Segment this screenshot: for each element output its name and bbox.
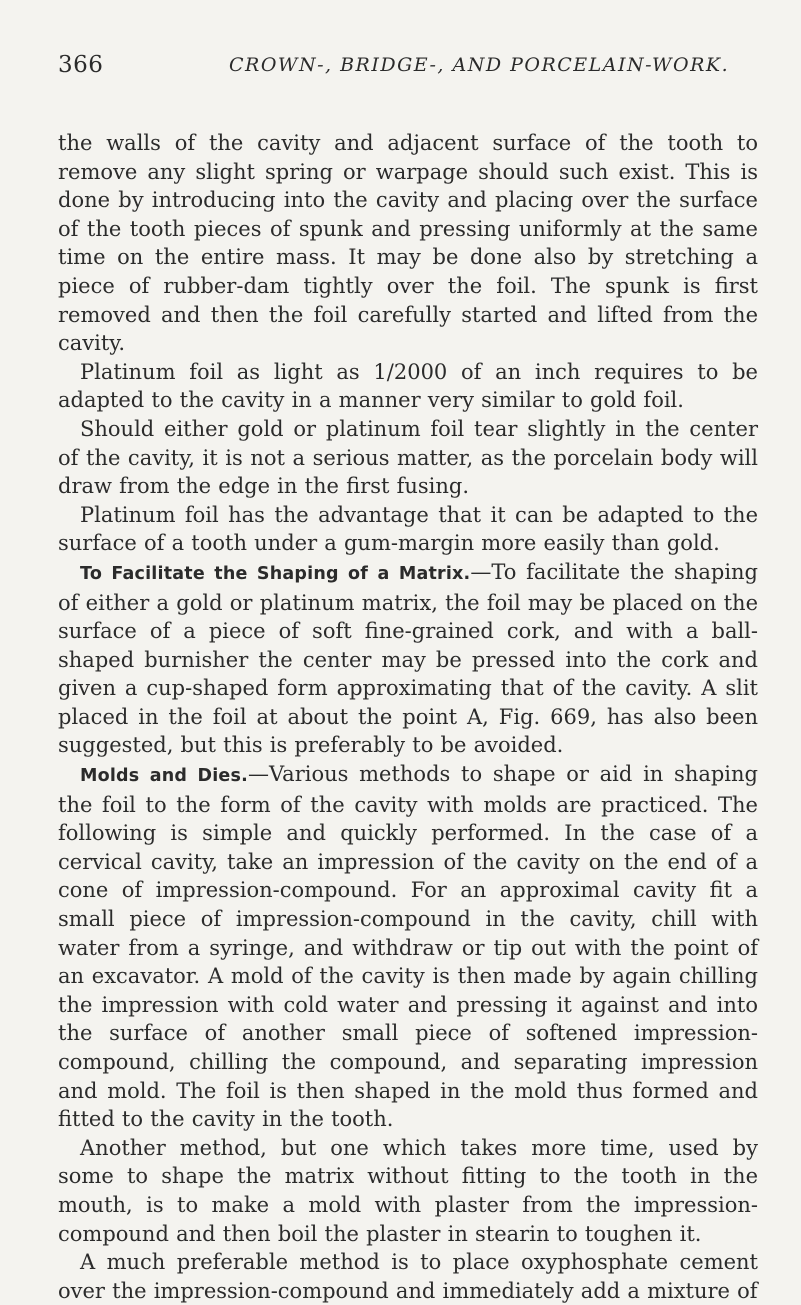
page-number: 366	[58, 52, 104, 78]
running-title: CROWN-, BRIDGE-, AND PORCELAIN-WORK.	[229, 54, 730, 76]
paragraph-6	[58, 760, 758, 1134]
paragraph-text: —To facilitate the shaping of either a gold or platinum matrix, the foil may be placed on the surface of a piece of soft fine-grained cork, and with a ball-shaped burnisher the center may be pressed into the cork and given a cup-shaped form approximating that of the cavity. A slit placed in the foil at about the point A, Fig. 669, has also been suggested, but this is preferably to be avoided.	[58, 559, 759, 758]
paragraph-2	[58, 358, 758, 415]
paragraph-text: Should either gold or platinum foil tear slightly in the center of the cavity, it is not a serious matter, as the porcelain body will draw from the edge in the first fusing.	[58, 416, 758, 499]
book-page	[58, 52, 758, 1305]
paragraph-text: the walls of the cavity and adjacent surface of the tooth to remove any slight spring or warpage should such exist. This is done by introducing into the cavity and placing over the surface of the tooth pieces of spunk and pressing uniformly at the same time on the entire mass. It may be done also by stretching a piece of rubber-dam tightly over the foil. The spunk is first removed and then the foil carefully started and lifted from the cavity.	[58, 131, 758, 356]
paragraph-4	[58, 501, 758, 558]
section-heading: Molds and Dies.	[80, 766, 248, 787]
paragraph-text: Another method, but one which takes more time, used by some to shape the matrix without fitting to the tooth in the mouth, is to make a mold with plaster from the impression-compound and then boil the plaster in stearin to toughen it.	[58, 1135, 758, 1246]
paragraph-text: Platinum foil has the advantage that it can be adapted to the surface of a tooth under a gum-margin more easily than gold.	[58, 502, 758, 556]
paragraph-7	[58, 1134, 758, 1248]
paragraph-text: —Various methods to shape or aid in shaping the foil to the form of the cavity with molds are practiced. The following is simple and quickly performed. In the case of a cervical cavity, take an impression of the cavity on the end of a cone of impression-compound. For an approximal cavity fit a small piece of impression-compound in the cavity, chill with water from a syringe, and withdraw or tip out with the point of an excavator. A mold of the cavity is then made by again chilling the impression with cold water and pressing it against and into the surface of another small piece of softened impression-compound, chilling the compound, and separating impression and mold. The foil is then shaped in the mold thus formed and fitted to the cavity in the tooth.	[58, 762, 758, 1132]
paragraph-text: Platinum foil as light as 1/2000 of an inch requires to be adapted to the cavity in a manner very similar to gold foil.	[58, 359, 758, 413]
paragraph-1	[58, 129, 758, 358]
running-head	[58, 52, 758, 100]
paragraph-3	[58, 415, 758, 501]
paragraph-8	[58, 1248, 758, 1305]
paragraph-5	[58, 558, 758, 760]
paragraph-text: A much preferable method is to place oxyphosphate cement over the impression-compound and immediately add a mixture of	[58, 1250, 758, 1303]
body-text	[58, 129, 758, 1305]
section-heading: To Facilitate the Shaping of a Matrix.	[80, 563, 471, 584]
